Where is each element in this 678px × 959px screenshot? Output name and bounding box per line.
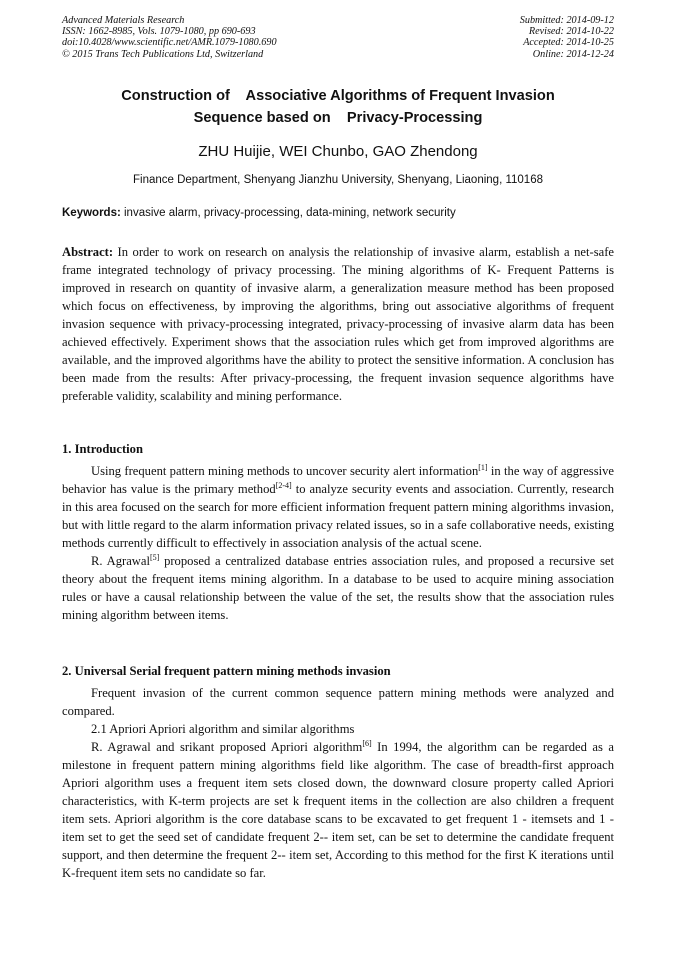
paragraph: R. Agrawal and srikant proposed Apriori algorithm[6] In 1994, the algorithm can be regarded as a milestone in frequent pattern mining algorithms field like algorithm. The case of breadth-first approach Apriori algorithm uses a frequent item sets closed down, the downward closure property called Apriori characteristics, with K-term projects are set k frequent items in the collection are also children a frequent item sets. Apriori algorithm is the core database scans to be excavated to get frequent 1 - itemsets and 1 - item set to get the seed set of candidate frequent 2-- item set, can be set to determine the candidate frequent support, and then determine the frequent 2-- item set, According to this method for the first K iterations until K-frequent item sets no candidate so far. [62, 739, 614, 880]
keywords-text: invasive alarm, privacy-processing, data-mining, network security [120, 207, 456, 219]
citation: [2-4] [275, 481, 292, 490]
section-heading: 1. Introduction [62, 442, 143, 456]
date-online: Online: 2014-12-24 [532, 48, 614, 60]
abstract [62, 243, 614, 405]
section-universal-serial [62, 662, 614, 882]
section-introduction [62, 440, 614, 624]
abstract-text: In order to work on research on analysis the relationship of invasive alarm, establish a net-safe frame integrated technology of privacy processing. The mining algorithms of K- Frequent Patterns is improved in research on quantity of invasive alarm, a generalization measure method has been proposed which focus on effectiveness, by improving the algorithms, bring out associative algorithms of frequent invasion sequence with privacy-processing integrated, privacy-processing of invasive alarm data has been achieved effectively. Experiment shows that the association rules which get from improved algorithms are available, and the improved algorithms have the ability to protect the sensitive information. A conclusion has been made from the results: After privacy-processing, the frequent invasion sequence algorithms have preferable validity, scalability and mining performance. [62, 245, 614, 403]
journal-doi: doi:10.4028/www.scientific.net/AMR.1079-1080.690 [62, 37, 277, 49]
subsection-heading: 2.1 Apriori Apriori algorithm and similar algorithms [91, 722, 355, 736]
citation: [1] [478, 463, 488, 472]
paragraph: Using frequent pattern mining methods to uncover security alert information[1] in the way of aggressive behavior has value is the primary method[2-4] to analyze security events and association. Currently, research in this area focused on the search for more efficient information frequent pattern mining algorithms invasion, but with little regard to the alarm information privacy related issues, so in a safe collaborative needs, existing methods currently difficult to effectively in association analysis of the actual scene. [62, 463, 614, 550]
section-heading: 2. Universal Serial frequent pattern mining methods invasion [62, 664, 391, 678]
paragraph: Frequent invasion of the current common sequence pattern mining methods were analyzed and compared. [62, 686, 614, 718]
keywords [62, 207, 614, 219]
abstract-label: Abstract: [62, 245, 114, 259]
date-accepted: Accepted: 2014-10-25 [523, 37, 614, 49]
date-revised: Revised: 2014-10-22 [528, 26, 614, 38]
publication-dates [520, 15, 614, 60]
paper-authors: ZHU Huijie, WEI Chunbo, GAO Zhendong [198, 143, 478, 160]
paragraph: R. Agrawal[5] proposed a centralized database entries association rules, and proposed a recursive set theory about the frequent items mining algorithm. In a database to be used to acquire mining association rules or have a causal relationship between the value of the set, the results show that the association rules mining algorithm between items. [62, 553, 614, 622]
citation: [6] [362, 739, 372, 748]
journal-info [62, 15, 277, 60]
keywords-label: Keywords: [62, 207, 121, 219]
journal-name: Advanced Materials Research [62, 15, 185, 26]
citation: [5] [149, 553, 160, 562]
journal-issn: ISSN: 1662-8985, Vols. 1079-1080, pp 690-693 [62, 26, 256, 38]
paper-title: Construction of Associative Algorithms of Frequent Invasion Sequence based on Privacy-Processing [121, 88, 555, 126]
journal-copyright: © 2015 Trans Tech Publications Ltd, Switzerland [62, 48, 264, 60]
date-submitted: Submitted: 2014-09-12 [519, 15, 614, 26]
author-affiliation: Finance Department, Shenyang Jianzhu University, Shenyang, Liaoning, 110168 [132, 174, 543, 186]
